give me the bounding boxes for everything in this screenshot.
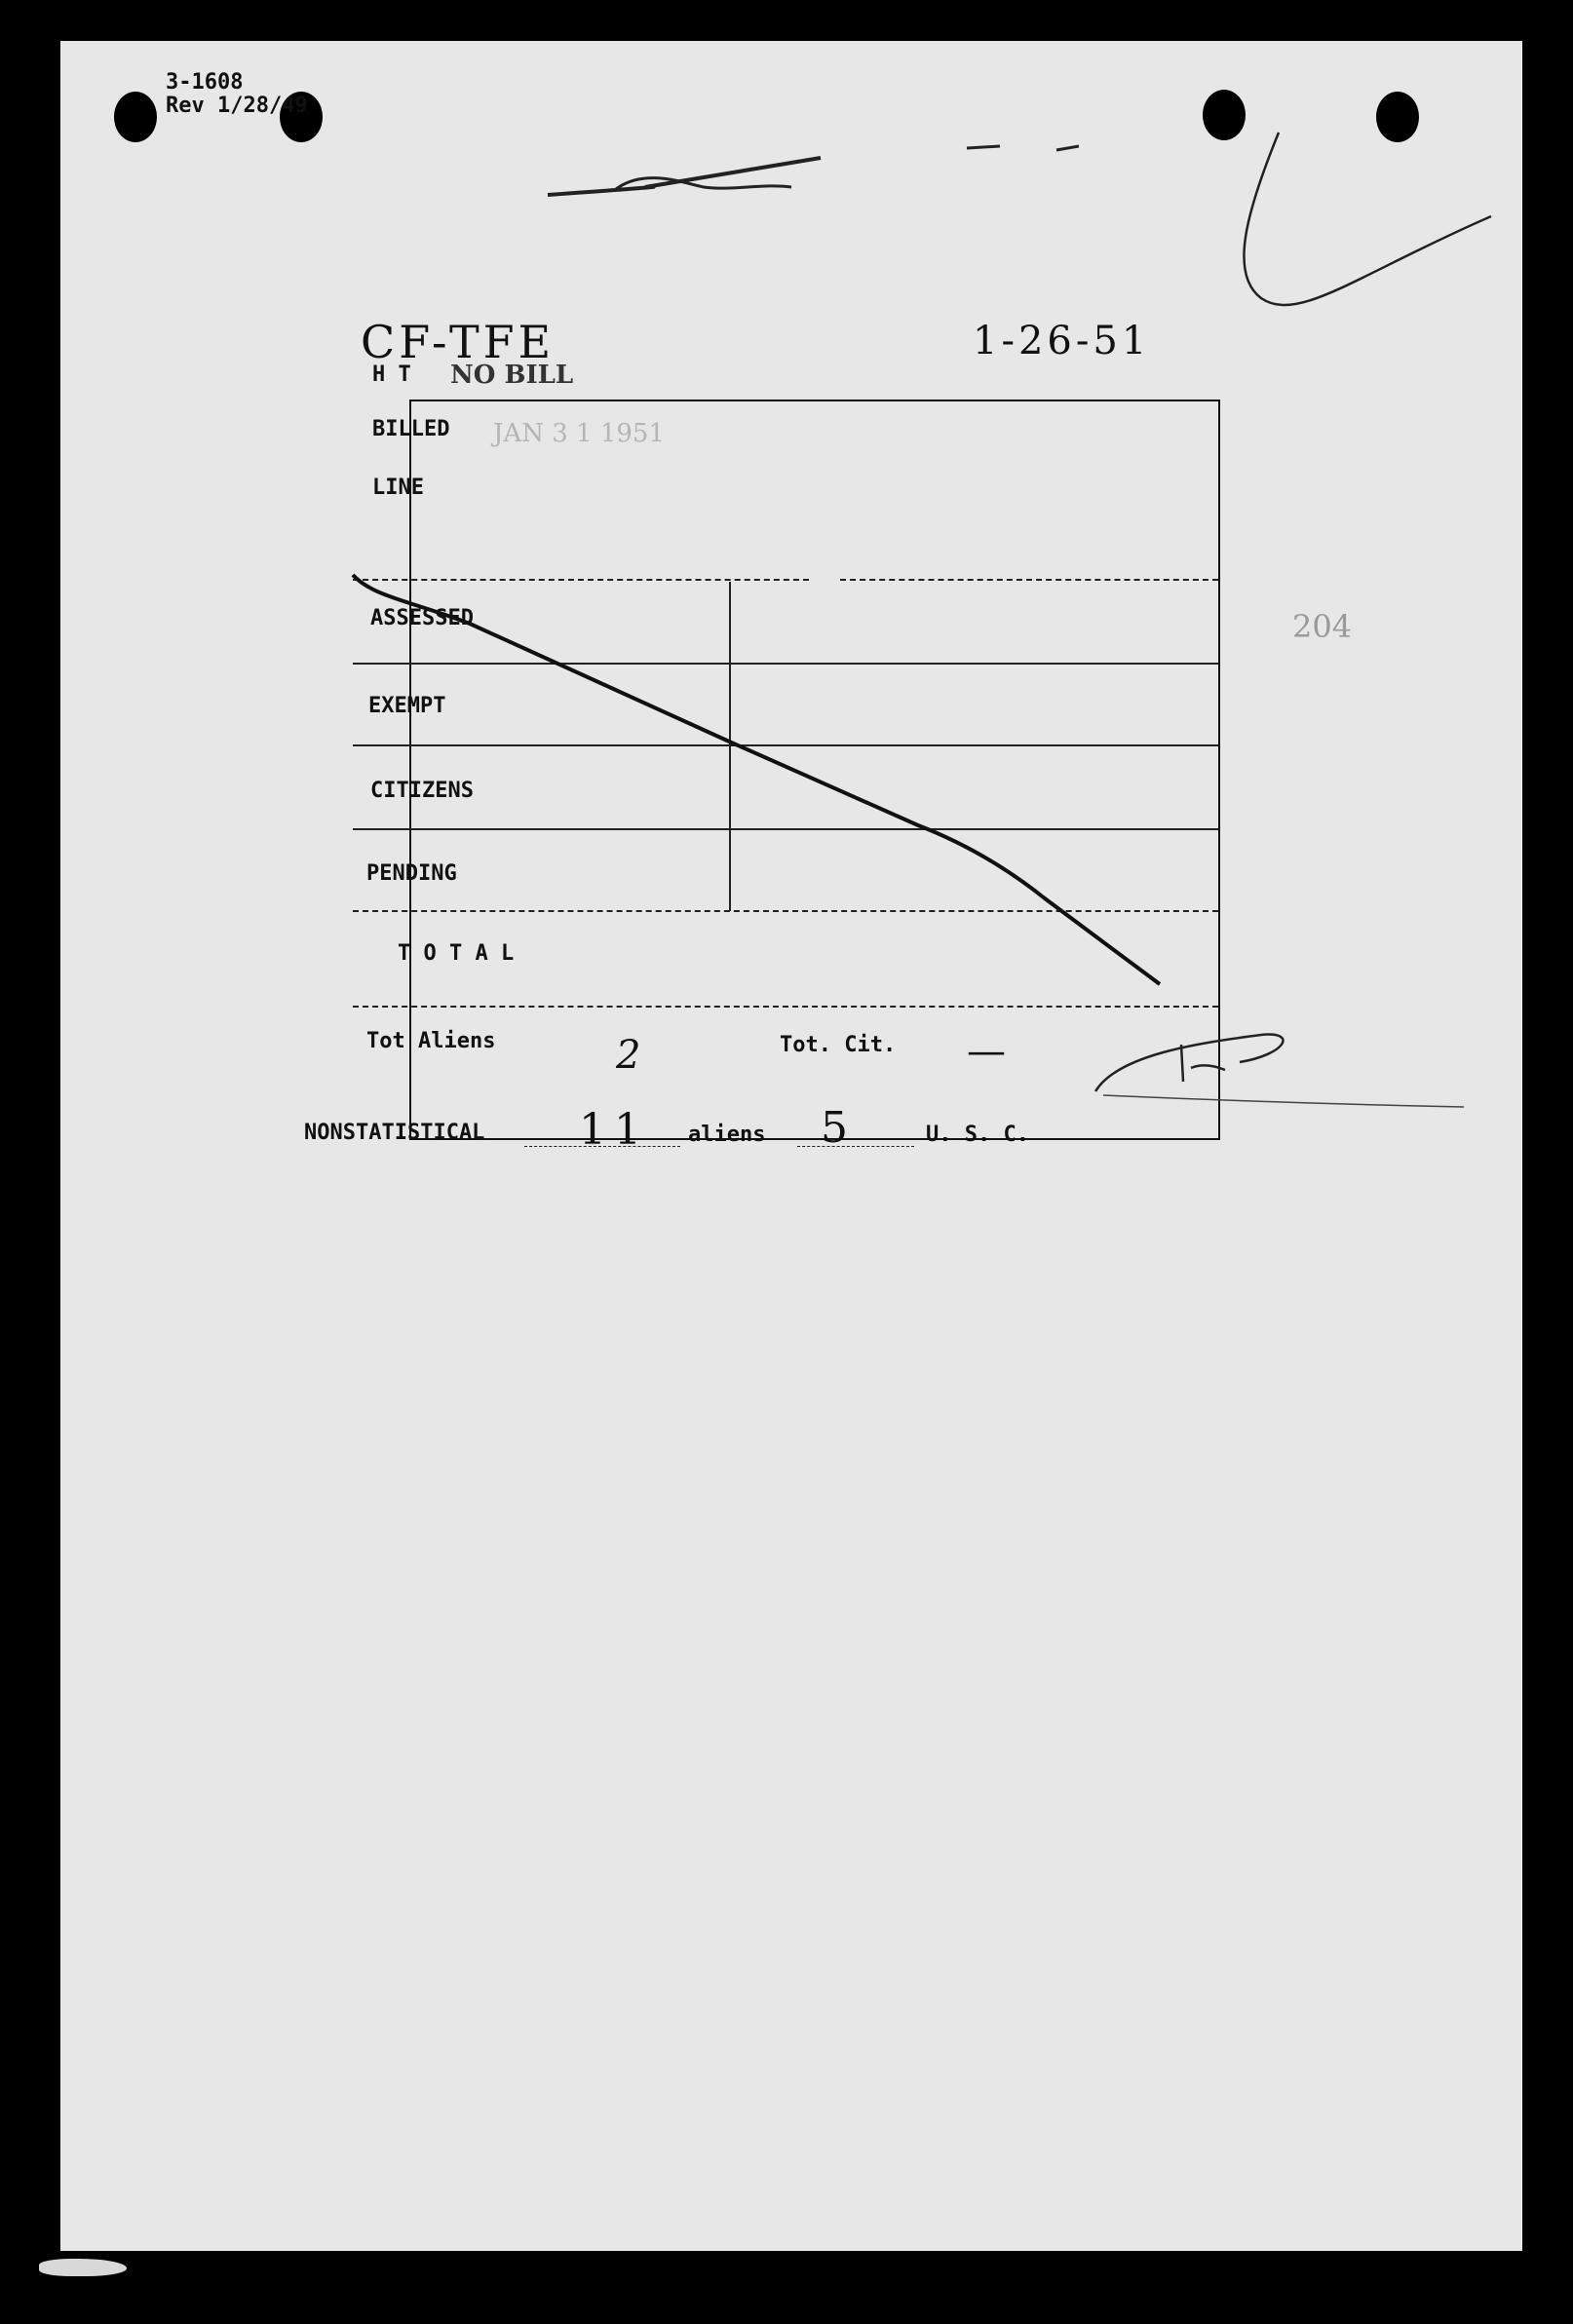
aliens-label: aliens [688,1123,766,1147]
form-number: 3-1608 [166,70,244,95]
diagonal-cancel-line [353,575,1160,984]
check-mark [1244,133,1491,305]
header-left-handwritten: CF-TFE [361,316,556,368]
tot-aliens-value: 2 [616,1033,641,1078]
date-stamp: JAN 3 1 1951 [493,419,665,448]
header-date-handwritten: 1-26-51 [973,319,1151,363]
side-number: 204 [1292,608,1353,645]
row-label-assessed: ASSESSED [370,606,474,630]
strike-through-mark [548,158,821,195]
tot-cit-label: Tot. Cit. [780,1033,897,1057]
row-label-pending: PENDING [366,861,457,886]
row-label-citizens: CITIZENS [370,779,474,803]
aliens-value: 5 [821,1103,848,1153]
initials-scribble [1095,1035,1283,1091]
corner-tick [967,146,1079,150]
field-ht-label: H T [372,362,411,387]
field-billed-label: BILLED [372,417,450,441]
row-label-exempt: EXEMPT [368,694,446,718]
tot-aliens-label: Tot Aliens [366,1029,496,1053]
paper-scrap [39,2259,127,2276]
total-label: T O T A L [398,941,515,966]
nonstatistical-label: NONSTATISTICAL [304,1121,485,1145]
pen-marks [60,41,1522,2251]
nonstatistical-value: 11 [579,1105,649,1155]
form-revision: Rev 1/28/49 [166,94,308,118]
no-bill-stamp: NO BILL [450,361,574,390]
initials-underline [1103,1095,1464,1107]
tot-cit-value: — [967,1029,1006,1074]
usc-label: U. S. C. [926,1123,1029,1147]
document-page [60,41,1522,2251]
field-line-label: LINE [372,476,424,500]
